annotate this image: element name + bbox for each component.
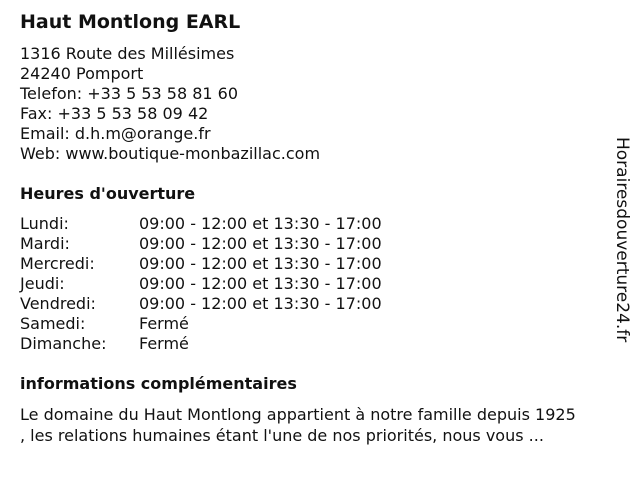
day-hours: 09:00 - 12:00 et 13:30 - 17:00: [139, 234, 382, 253]
day-hours: 09:00 - 12:00 et 13:30 - 17:00: [139, 214, 382, 233]
day-hours: 09:00 - 12:00 et 13:30 - 17:00: [139, 294, 382, 313]
fax-number: Fax: +33 5 53 58 09 42: [20, 104, 209, 123]
day-label: Lundi:: [20, 214, 69, 233]
business-name: Haut Montlong EARL: [20, 11, 241, 33]
website: Web: www.boutique-monbazillac.com: [20, 144, 321, 163]
hours-row-friday: [20, 294, 440, 314]
hours-row-wednesday: [20, 254, 440, 274]
day-label: Jeudi:: [20, 274, 65, 293]
address-street: 1316 Route des Millésimes: [20, 44, 235, 63]
day-label: Vendredi:: [20, 294, 96, 313]
hours-heading: Heures d'ouverture: [20, 184, 196, 203]
hours-row-sunday: [20, 334, 440, 354]
day-label: Dimanche:: [20, 334, 107, 353]
day-label: Mardi:: [20, 234, 70, 253]
hours-row-saturday: [20, 314, 440, 334]
info-line: Le domaine du Haut Montlong appartient à notre famille depuis 1925: [20, 405, 576, 424]
day-label: Mercredi:: [20, 254, 95, 273]
hours-row-thursday: [20, 274, 440, 294]
hours-table: [20, 214, 440, 354]
hours-row-monday: [20, 214, 440, 234]
day-hours: Fermé: [139, 314, 189, 333]
contact-block: [20, 44, 320, 164]
day-hours: 09:00 - 12:00 et 13:30 - 17:00: [139, 274, 382, 293]
info-heading: informations complémentaires: [20, 374, 297, 393]
day-hours: 09:00 - 12:00 et 13:30 - 17:00: [139, 254, 382, 273]
day-hours: Fermé: [139, 334, 189, 353]
day-label: Samedi:: [20, 314, 86, 333]
site-watermark: Horairesdouverture24.fr: [612, 137, 632, 343]
info-line: , les relations humaines étant l'une de nos priorités, nous vous ...: [20, 426, 544, 445]
phone-number: Telefon: +33 5 53 58 81 60: [20, 84, 239, 103]
hours-row-tuesday: [20, 234, 440, 254]
email-address: Email: d.h.m@orange.fr: [20, 124, 211, 143]
info-description: [20, 404, 576, 446]
address-city: 24240 Pomport: [20, 64, 144, 83]
